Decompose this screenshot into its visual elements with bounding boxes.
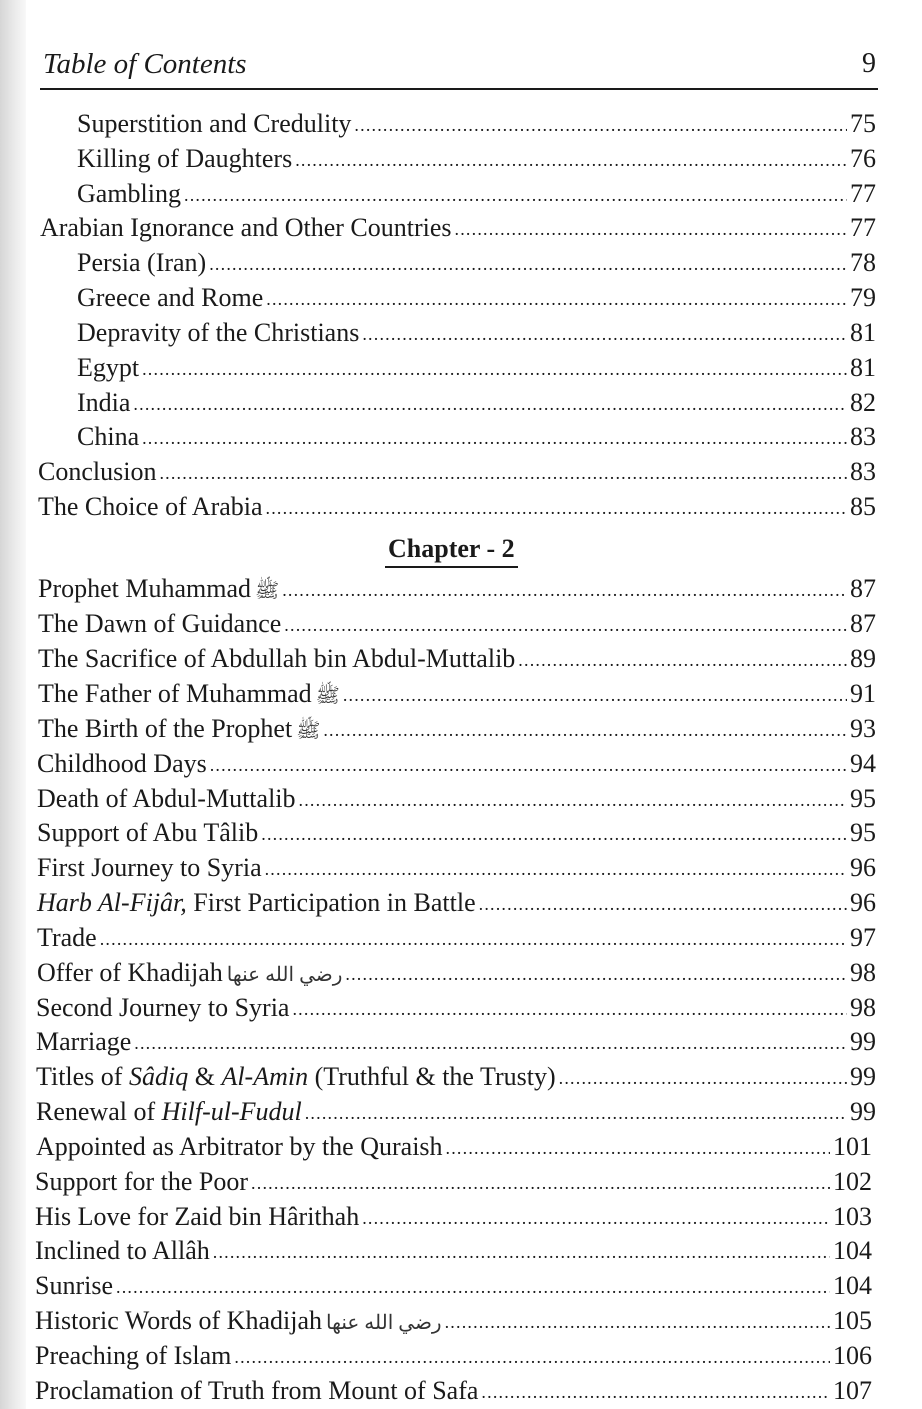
- toc-entry: [36, 1130, 872, 1164]
- toc-entry-page: 94: [850, 749, 876, 778]
- toc-entry-page: 96: [850, 853, 876, 882]
- dot-leader: [362, 315, 847, 351]
- page-number: 9: [862, 48, 876, 79]
- toc-entry-page: 81: [850, 353, 876, 382]
- toc-entry-title: Support for the Poor: [35, 1167, 249, 1196]
- dot-leader: [345, 955, 847, 991]
- toc-entry: [36, 1060, 876, 1094]
- toc-entry-page: 83: [850, 457, 876, 486]
- dot-leader: [209, 245, 847, 281]
- toc-entry-page: 96: [850, 888, 876, 917]
- toc-entry-title: His Love for Zaid bin Hârithah: [35, 1202, 360, 1231]
- toc-entry: [77, 281, 876, 315]
- toc-entry-title: China: [77, 422, 140, 451]
- dot-leader: [266, 280, 847, 316]
- dot-leader: [362, 1199, 830, 1235]
- dot-leader: [133, 385, 847, 421]
- dot-leader: [210, 746, 847, 782]
- dot-leader: [323, 711, 847, 747]
- honorific-glyph: رضي الله عنها: [326, 1312, 442, 1334]
- toc-entry-title: Historic Words of Khadijah: [35, 1306, 322, 1335]
- honorific-glyph: ﷺ: [296, 720, 321, 742]
- toc-entry: [36, 1095, 876, 1129]
- dot-leader: [116, 1268, 830, 1304]
- dot-leader: [184, 176, 847, 212]
- dot-leader: [455, 210, 847, 246]
- toc-entry: [38, 490, 876, 524]
- toc-entry-page: 104: [833, 1236, 872, 1265]
- toc-entry-title: Death of Abdul-Muttalib: [37, 784, 296, 813]
- toc-entry: [37, 956, 876, 990]
- toc-entry: [35, 1200, 872, 1234]
- honorific-glyph: ﷺ: [255, 580, 280, 602]
- dot-leader: [518, 641, 847, 677]
- toc-entry-title: Sunrise: [35, 1271, 113, 1300]
- toc-entry-page: 87: [850, 609, 876, 638]
- toc-entry-page: 77: [850, 179, 876, 208]
- toc-entry-page: 93: [850, 714, 876, 743]
- toc-entry-title: First Journey to Syria: [37, 853, 262, 882]
- toc-entry-page: 105: [833, 1306, 872, 1335]
- toc-entry: [77, 107, 876, 141]
- toc-entry-title: Trade: [37, 923, 97, 952]
- chapter-heading: Chapter - 2: [385, 532, 518, 568]
- toc-entry-page: 77: [850, 213, 876, 242]
- dot-leader: [354, 106, 847, 142]
- toc-entry-page: 95: [850, 784, 876, 813]
- toc-entry: [77, 142, 876, 176]
- toc-entry-title: Titles of Sâdiq & Al-Amin (Truthful & the Trusty): [36, 1062, 556, 1091]
- honorific-glyph: ﷺ: [315, 685, 340, 707]
- toc-entry-page: 85: [850, 492, 876, 521]
- header-title: Table of Contents: [43, 48, 247, 80]
- dot-leader: [305, 1094, 847, 1130]
- dot-leader: [481, 1373, 830, 1409]
- toc-entry-page: 103: [833, 1202, 872, 1231]
- toc-entry-page: 104: [833, 1271, 872, 1300]
- toc-entry: [35, 1374, 872, 1408]
- toc-entry-title: Conclusion: [38, 457, 157, 486]
- toc-entry: [38, 572, 876, 606]
- toc-entry: [77, 316, 876, 350]
- toc-entry-page: 98: [850, 958, 876, 987]
- toc-entry-title: Depravity of the Christians: [77, 318, 360, 347]
- toc-entry-page: 89: [850, 644, 876, 673]
- toc-entry-title: Inclined to Allâh: [35, 1236, 210, 1265]
- toc-entry: [37, 851, 876, 885]
- toc-entry-page: 76: [850, 144, 876, 173]
- toc-entry-title: India: [77, 388, 131, 417]
- toc-entry-page: 102: [833, 1167, 872, 1196]
- dot-leader: [213, 1233, 830, 1269]
- toc-entry-title: Renewal of Hilf-ul-Fudul: [36, 1097, 302, 1126]
- toc-entry: [77, 420, 876, 454]
- dot-leader: [134, 1024, 847, 1060]
- dot-leader: [292, 990, 847, 1026]
- dot-leader: [479, 885, 847, 921]
- toc-entry-title: Childhood Days: [37, 749, 207, 778]
- dot-leader: [446, 1129, 830, 1165]
- toc-entry-title: Persia (Iran): [77, 248, 207, 277]
- toc-entry-page: 97: [850, 923, 876, 952]
- toc-entry: [35, 1269, 872, 1303]
- toc-entry: [37, 921, 876, 955]
- toc-entry-title: The Birth of the Prophet: [38, 714, 293, 743]
- dot-leader: [142, 350, 847, 386]
- toc-entry: [36, 1025, 876, 1059]
- toc-entry-title: Proclamation of Truth from Mount of Safa: [35, 1376, 479, 1405]
- toc-entry-page: 107: [833, 1376, 872, 1405]
- toc-entry-title: Offer of Khadijah: [37, 958, 223, 987]
- toc-entry: [37, 782, 876, 816]
- dot-leader: [299, 781, 847, 817]
- toc-entry-title: Gambling: [77, 179, 181, 208]
- toc-entry-title: The Dawn of Guidance: [38, 609, 282, 638]
- toc-entry-page: 95: [850, 818, 876, 847]
- dot-leader: [295, 141, 847, 177]
- toc-entry: [38, 642, 876, 676]
- toc-entry: [40, 211, 876, 245]
- toc-entry-page: 87: [850, 574, 876, 603]
- toc-entry-title: Appointed as Arbitrator by the Quraish: [36, 1132, 443, 1161]
- toc-entry: [35, 1234, 872, 1268]
- toc-entry: [77, 246, 876, 280]
- toc-entry-page: 99: [850, 1027, 876, 1056]
- dot-leader: [343, 676, 847, 712]
- toc-entry-title: Killing of Daughters: [77, 144, 293, 173]
- toc-entry-page: 99: [850, 1097, 876, 1126]
- toc-entry: [77, 351, 876, 385]
- toc-entry-page: 75: [850, 109, 876, 138]
- toc-entry: [35, 1339, 872, 1373]
- toc-entry: [35, 1304, 872, 1338]
- toc-entry: [77, 177, 876, 211]
- dot-leader: [284, 606, 847, 642]
- dot-leader: [261, 815, 847, 851]
- toc-entry-title: Marriage: [36, 1027, 132, 1056]
- toc-entry: [35, 1165, 872, 1199]
- toc-entry: [77, 386, 876, 420]
- toc-entry-title: Arabian Ignorance and Other Countries: [40, 213, 452, 242]
- toc-entry-page: 91: [850, 679, 876, 708]
- dot-leader: [559, 1059, 847, 1095]
- toc-entry-title: Prophet Muhammad: [38, 574, 252, 603]
- toc-entry-page: 101: [833, 1132, 872, 1161]
- toc-entry: [37, 886, 876, 920]
- toc-entry-title: Preaching of Islam: [35, 1341, 232, 1370]
- toc-entry: [38, 607, 876, 641]
- toc-entry-title: The Choice of Arabia: [38, 492, 263, 521]
- dot-leader: [234, 1338, 830, 1374]
- honorific-glyph: رضي الله عنها: [226, 964, 343, 986]
- toc-entry-title: The Sacrifice of Abdullah bin Abdul-Muttalib: [38, 644, 516, 673]
- dot-leader: [100, 920, 847, 956]
- toc-entry: [38, 677, 876, 711]
- dot-leader: [282, 571, 847, 607]
- dot-leader: [159, 454, 847, 490]
- toc-entry: [37, 747, 876, 781]
- dot-leader: [445, 1303, 830, 1339]
- toc-entry-page: 78: [850, 248, 876, 277]
- toc-entry-page: 83: [850, 422, 876, 451]
- toc-entry-title: Egypt: [77, 353, 140, 382]
- toc-entry: [38, 712, 876, 746]
- dot-leader: [251, 1164, 830, 1200]
- dot-leader: [266, 489, 847, 525]
- toc-entry: [38, 455, 876, 489]
- toc-entry-title: Harb Al-Fijâr, First Participation in Battle: [37, 888, 476, 917]
- toc-entry-page: 99: [850, 1062, 876, 1091]
- toc-entry-page: 82: [850, 388, 876, 417]
- toc-entry-page: 81: [850, 318, 876, 347]
- toc-entry-title: Superstition and Credulity: [77, 109, 352, 138]
- toc-entry-title: Support of Abu Tâlib: [37, 818, 259, 847]
- toc-entry-title: Second Journey to Syria: [36, 993, 290, 1022]
- toc-entry-page: 106: [833, 1341, 872, 1370]
- toc-entry-title: Greece and Rome: [77, 283, 264, 312]
- dot-leader: [142, 419, 847, 455]
- dot-leader: [265, 850, 847, 886]
- toc-entry: [36, 991, 876, 1025]
- toc-entry-page: 79: [850, 283, 876, 312]
- toc-entry-title: The Father of Muhammad: [38, 679, 312, 708]
- toc-entry-page: 98: [850, 993, 876, 1022]
- toc-entry: [37, 816, 876, 850]
